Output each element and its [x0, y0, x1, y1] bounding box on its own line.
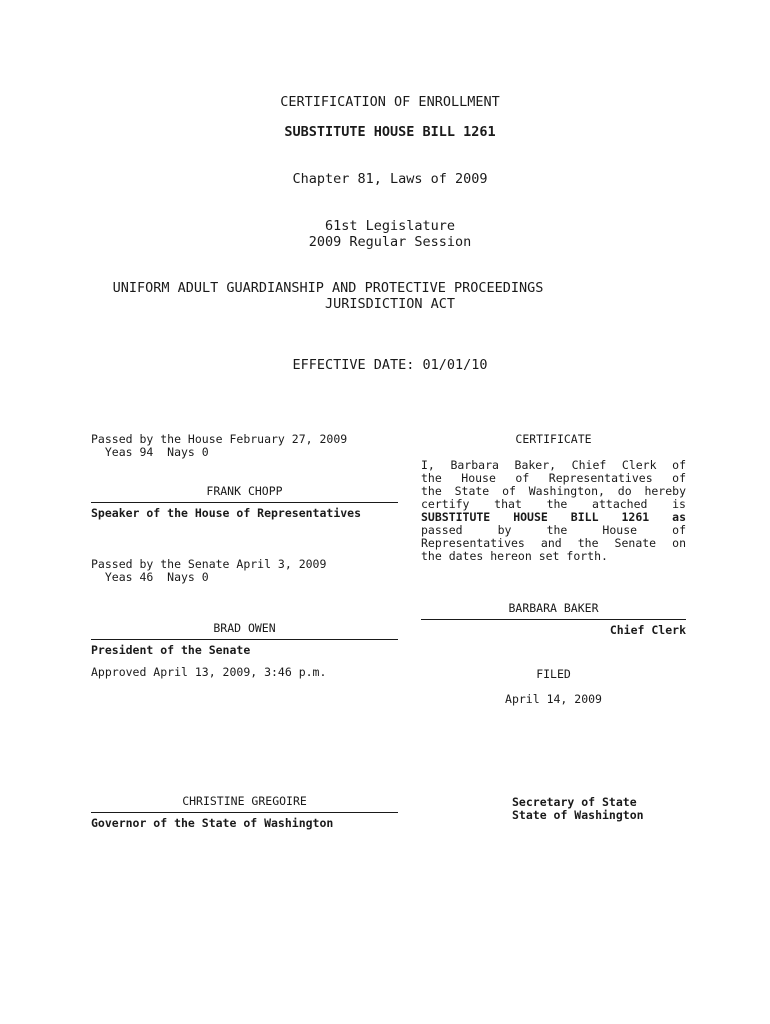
senate-passed-line: Passed by the Senate April 3, 2009 — [91, 557, 327, 571]
clerk-title: Chief Clerk — [609, 623, 686, 637]
legislature-line: 61st Legislature — [324, 218, 456, 234]
act-title-line2: JURISDICTION ACT — [324, 296, 456, 312]
speaker-title: Speaker of the House of Representatives — [91, 506, 362, 520]
approved-line: Approved April 13, 2009, 3:46 p.m. — [91, 665, 327, 679]
president-title: President of the Senate — [91, 643, 251, 657]
house-votes-line: Yeas 94 Nays 0 — [91, 445, 209, 459]
secretary-title-line1: Secretary of State — [512, 795, 637, 809]
house-passed-line: Passed by the House February 27, 2009 — [91, 432, 348, 446]
certificate-line: the State of Washington, do hereby — [421, 485, 686, 498]
certificate-heading: CERTIFICATE — [515, 432, 592, 446]
secretary-title-line2: State of Washington — [512, 808, 644, 822]
governor-title: Governor of the State of Washington — [91, 816, 334, 830]
governor-name: CHRISTINE GREGOIRE — [182, 794, 307, 808]
governor-signature-rule — [91, 812, 398, 813]
act-title-line1: UNIFORM ADULT GUARDIANSHIP AND PROTECTIVE PROCEEDINGS — [112, 280, 544, 296]
senate-votes-line: Yeas 46 Nays 0 — [91, 570, 209, 584]
certificate-text — [421, 459, 686, 563]
filed-date: April 14, 2009 — [505, 692, 602, 706]
certificate-line: the House of Representatives of — [421, 472, 686, 485]
filed-label: FILED — [536, 667, 571, 681]
certification-title: CERTIFICATION OF ENROLLMENT — [280, 94, 500, 110]
certificate-line: certify that the attached is — [421, 498, 686, 511]
president-name: BRAD OWEN — [213, 621, 276, 635]
certificate-line: I, Barbara Baker, Chief Clerk of — [421, 459, 686, 472]
certificate-line: the dates hereon set forth. — [421, 550, 608, 563]
bill-title: SUBSTITUTE HOUSE BILL 1261 — [284, 124, 496, 140]
session-line: 2009 Regular Session — [308, 234, 472, 250]
speaker-name: FRANK CHOPP — [206, 484, 283, 498]
chapter-line: Chapter 81, Laws of 2009 — [292, 171, 488, 187]
president-signature-rule — [91, 639, 398, 640]
certificate-line: Representatives and the Senate on — [421, 537, 686, 550]
certificate-line: passed by the House of — [421, 524, 686, 537]
clerk-name: BARBARA BAKER — [508, 601, 599, 615]
speaker-signature-rule — [91, 502, 398, 503]
certificate-line-bill: SUBSTITUTE HOUSE BILL 1261 as — [421, 511, 686, 524]
effective-date: EFFECTIVE DATE: 01/01/10 — [292, 357, 488, 373]
clerk-signature-rule — [421, 619, 686, 620]
